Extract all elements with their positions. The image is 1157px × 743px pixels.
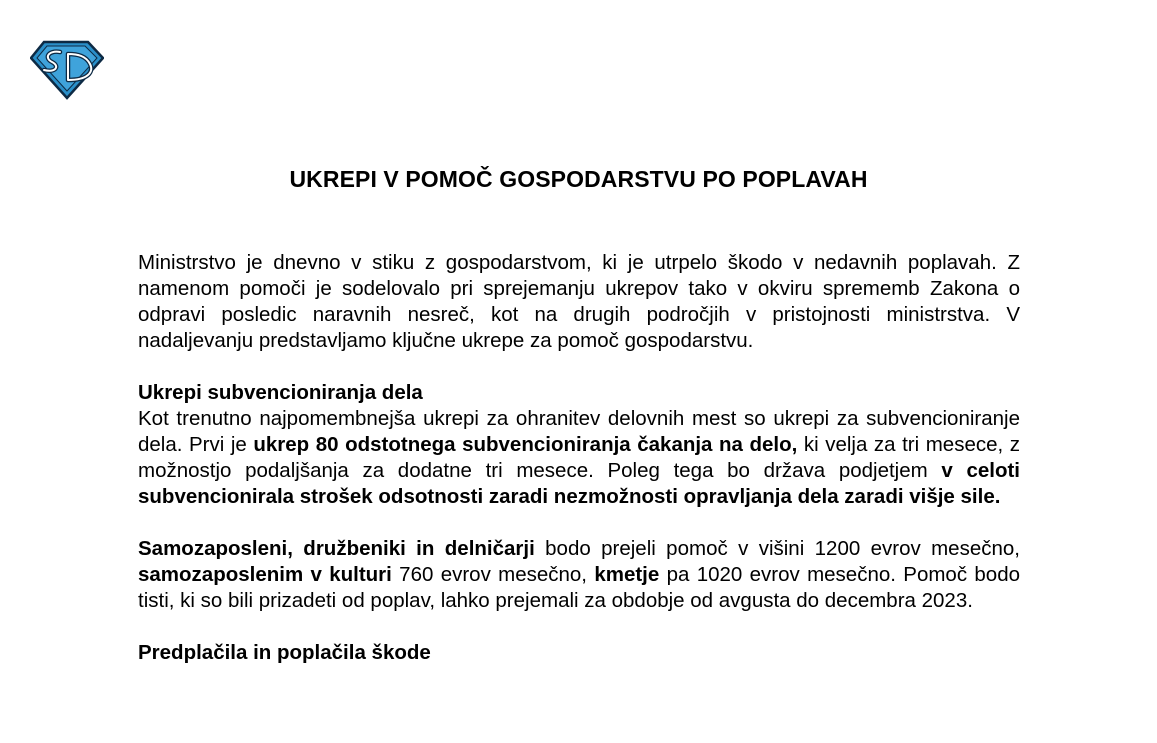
self-employed-text-3: pa 1020 evrov mesečno. Pomoč bodo tisti, ki so bili prizadeti od poplav, lahko prejemali za obdobje od avgusta do decembra 2023. [138,563,1020,612]
self-employed-bold-3: kmetje [594,563,660,586]
section-heading-advance-payments: Predplačila in poplačila škode [138,641,431,664]
subsidies-text-1: Kot trenutno najpomembnejša ukrepi za ohranitev delovnih mest so ukrepi za subvencioniranje dela. Prvi je [138,407,1020,456]
section-heading-subsidies: Ukrepi subvencioniranja dela [138,381,423,404]
self-employed-text-1: bodo prejeli pomoč v višini 1200 evrov mesečno, [534,537,1020,560]
self-employed-bold-2: samozaposlenim v kulturi [138,563,392,586]
self-employed-paragraph [138,536,1020,614]
document-body [138,250,1020,666]
subsidies-bold-2: v celoti subvencionirala strošek odsotnosti zaradi nezmožnosti opravljanja dela zaradi višje sile. [138,459,1020,508]
self-employed-bold-1: Samozaposleni, družbeniki in delničarji [138,537,535,560]
sd-logo-icon [30,40,104,100]
intro-paragraph: Ministrstvo je dnevno v stiku z gospodarstvom, ki je utrpelo škodo v nedavnih poplavah. Z namenom pomoči je sodelovalo pri sprejemanju ukrepov tako v okviru sprememb Zakona o odpravi posledic naravnih nesreč, kot na drugih področjih v pristojnosti ministrstva. V nadaljevanju predstavljamo ključne ukrepe za pomoč gospodarstvu. [138,251,1020,352]
subsidies-bold-1: ukrep 80 odstotnega subvencioniranja čakanja na delo, [253,433,798,456]
subsidies-paragraph [138,406,1020,510]
self-employed-text-2: 760 evrov mesečno, [391,563,595,586]
subsidies-text-2: ki velja za tri mesece, z možnostjo podaljšanja za dodatne tri mesece. Poleg tega bo država podjetjem [138,433,1020,482]
page-title: UKREPI V POMOČ GOSPODARSTVU PO POPLAVAH [289,166,868,192]
